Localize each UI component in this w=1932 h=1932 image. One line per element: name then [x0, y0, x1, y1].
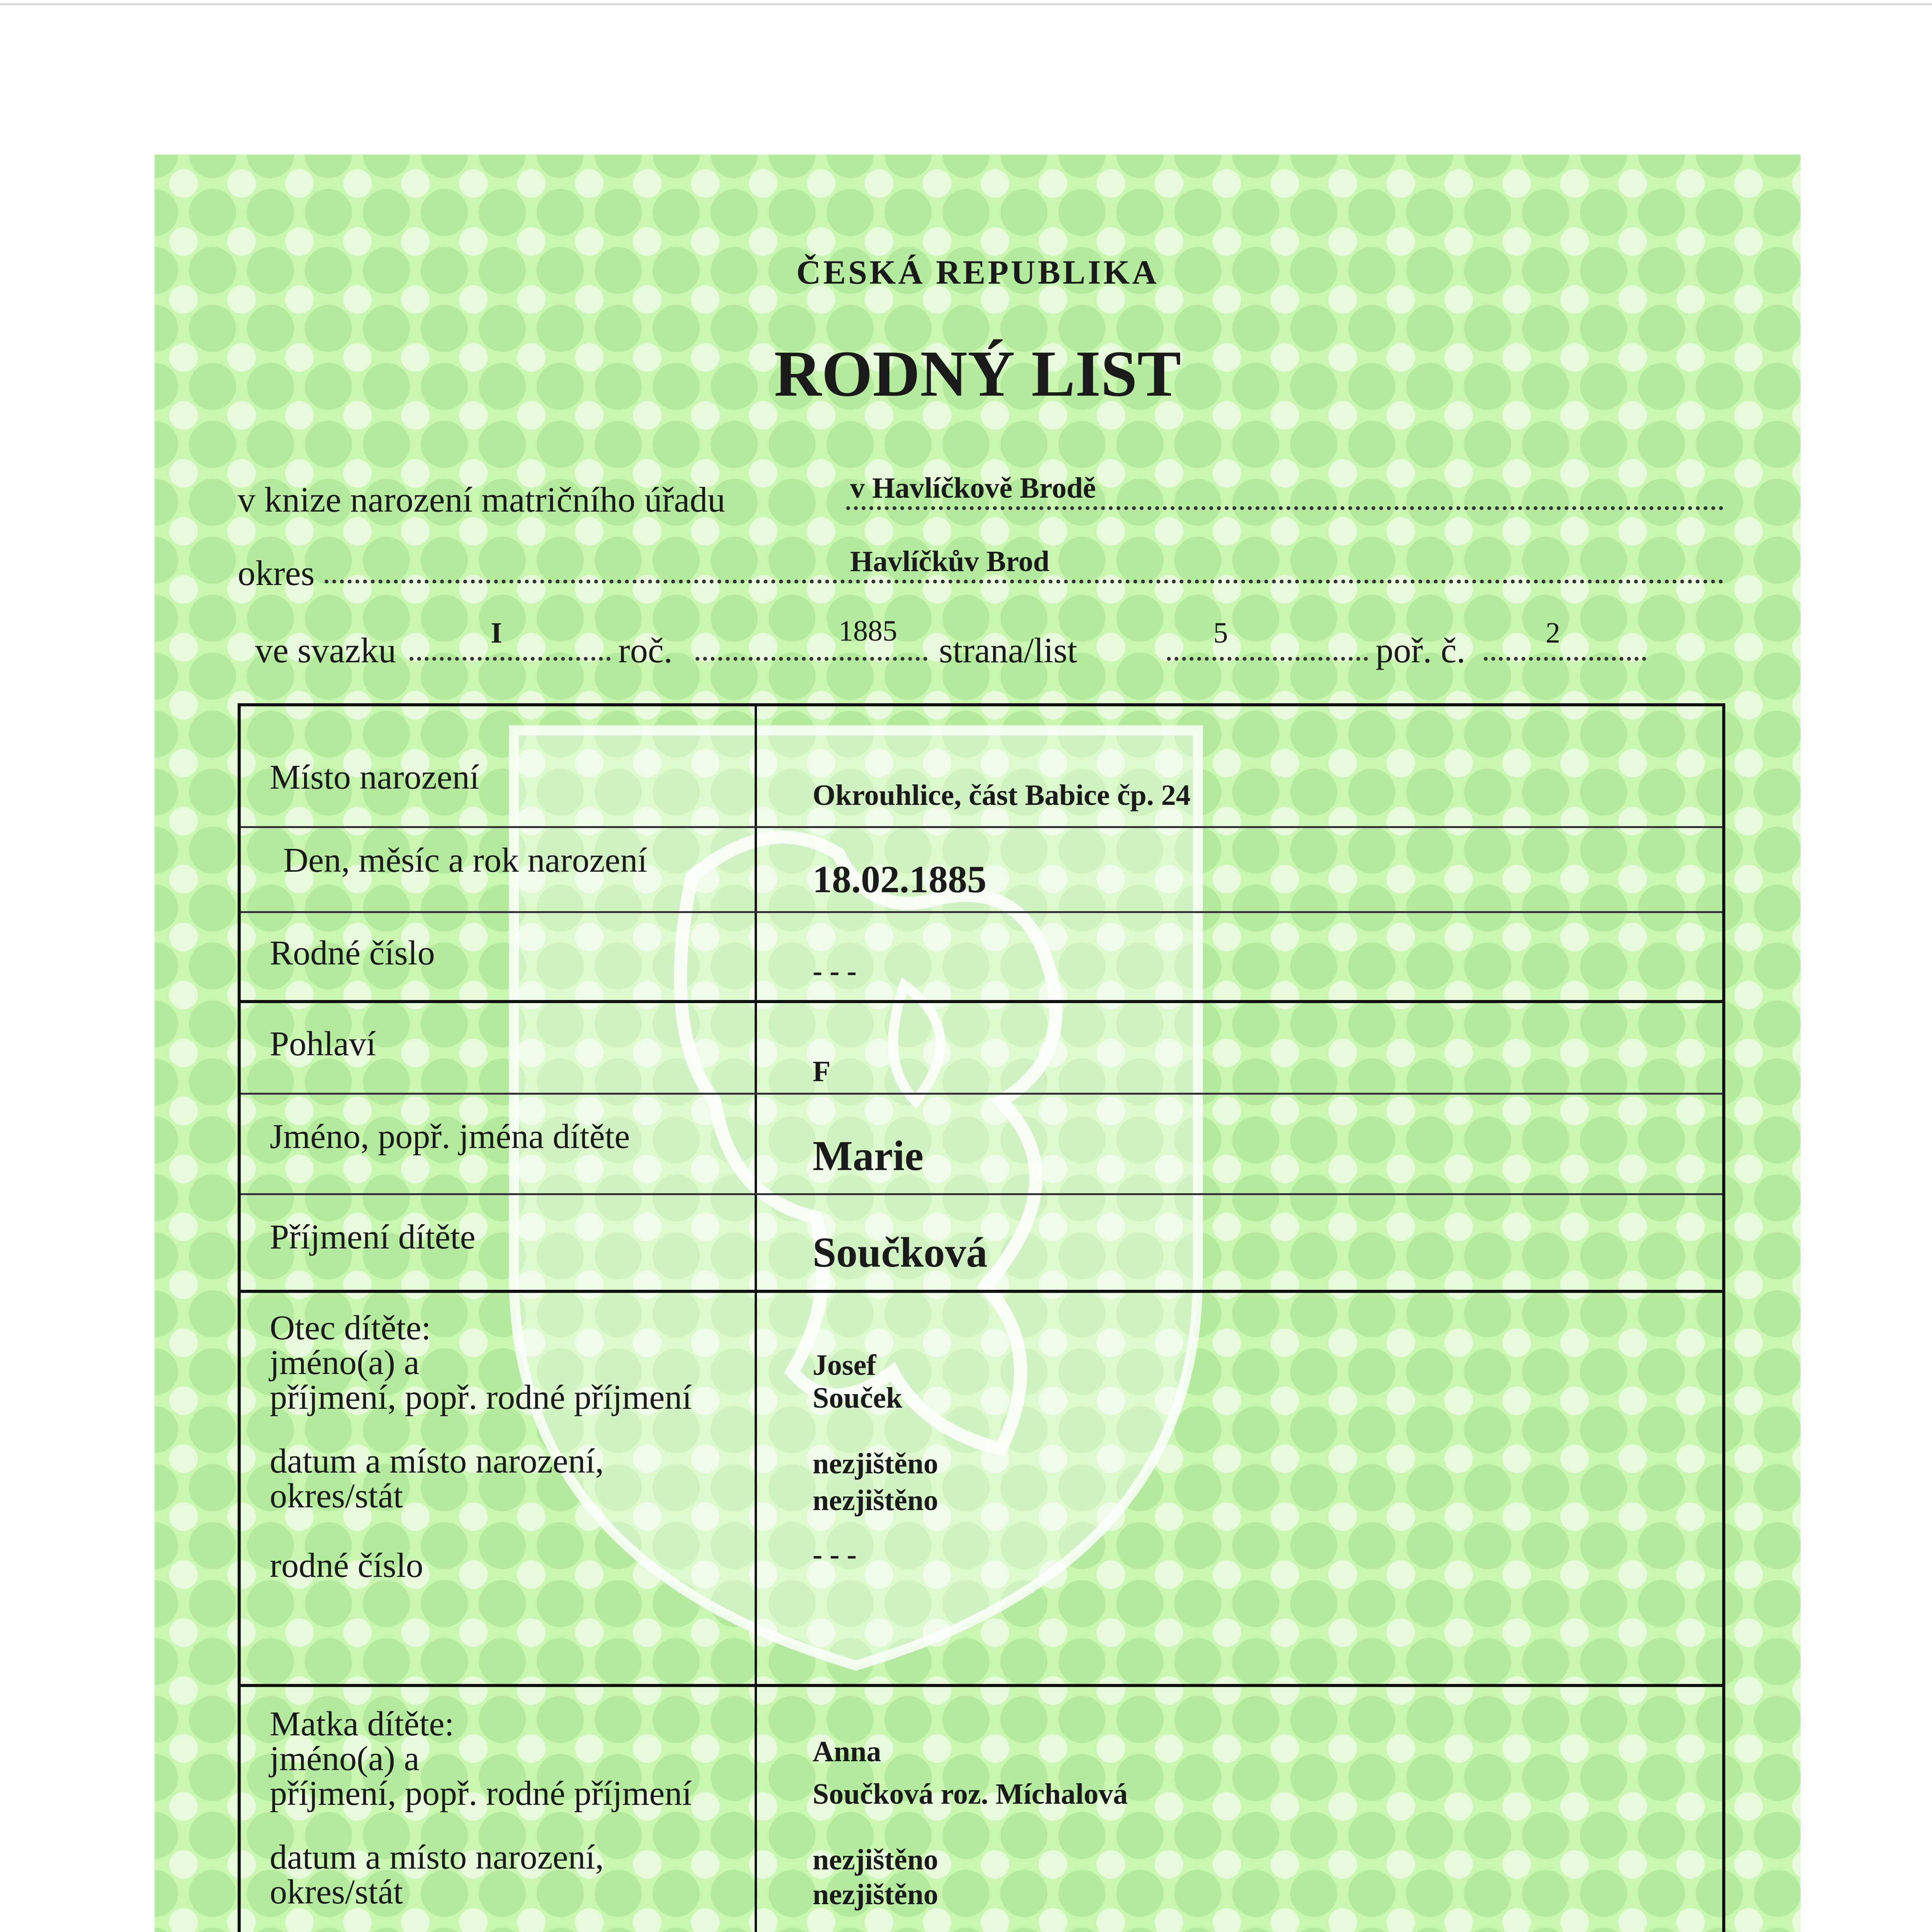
- record-table: [238, 703, 1725, 1932]
- volume-dotted-line: [410, 657, 611, 661]
- father-birth-date: nezjištěno: [813, 1447, 939, 1480]
- first-name-label: Jméno, popř. jména dítěte: [270, 1117, 630, 1156]
- district-value: Havlíčkův Brod: [850, 545, 1049, 578]
- table-row-divider: [241, 1290, 1722, 1293]
- mother-birth-place: nezjištěno: [813, 1878, 939, 1911]
- birthdate-label: Den, měsíc a rok narození: [283, 841, 648, 879]
- father-label-title: Otec dítěte:: [270, 1309, 431, 1347]
- father-label-birth: datum a místo narození,: [270, 1442, 604, 1480]
- order-dotted-line: [1484, 657, 1646, 661]
- birth-certificate-sheet: [155, 155, 1801, 1932]
- birth-number-label: Rodné číslo: [270, 934, 435, 972]
- volume-value: I: [491, 617, 502, 649]
- birth-number-value: - - -: [813, 955, 857, 987]
- table-row-divider: [241, 1093, 1722, 1095]
- mother-label-birth: datum a místo narození,: [270, 1838, 604, 1876]
- order-value: 2: [1546, 617, 1560, 649]
- mother-birth-date: nezjištěno: [813, 1844, 939, 1876]
- surname-value: Součková: [813, 1229, 988, 1276]
- sex-label: Pohlaví: [270, 1025, 376, 1063]
- book-value: v Havlíčkově Brodě: [850, 472, 1096, 504]
- mother-surname: Součková roz. Míchalová: [813, 1778, 1128, 1810]
- father-label-surname: příjmení, popř. rodné příjmení: [270, 1378, 692, 1417]
- table-row-divider: [241, 1193, 1722, 1195]
- father-label-name: jméno(a) a: [270, 1344, 420, 1382]
- father-surname: Souček: [813, 1382, 903, 1414]
- mother-name: Anna: [813, 1735, 881, 1768]
- table-row-divider: [241, 1000, 1722, 1003]
- order-label: poř. č.: [1376, 631, 1466, 670]
- mother-label-district: okres/stát: [270, 1873, 403, 1911]
- birthdate-value: 18.02.1885: [813, 858, 986, 901]
- volume-label: ve svazku: [255, 631, 396, 670]
- mother-label-surname: příjmení, popř. rodné příjmení: [270, 1774, 692, 1813]
- table-row-divider: [241, 1684, 1722, 1687]
- birthplace-label: Místo narození: [270, 758, 480, 796]
- birthplace-value: Okrouhlice, část Babice čp. 24: [813, 779, 1191, 811]
- page-label: strana/list: [939, 631, 1077, 670]
- first-name-value: Marie: [813, 1132, 924, 1179]
- surname-label: Příjmení dítěte: [270, 1218, 476, 1256]
- father-label-birth-number: rodné číslo: [270, 1546, 423, 1585]
- year-value: 1885: [838, 615, 897, 647]
- father-name: Josef: [813, 1349, 876, 1381]
- mother-label-title: Matka dítěte:: [270, 1705, 454, 1743]
- district-dotted-line: [325, 580, 1723, 583]
- father-birth-place: nezjištěno: [813, 1484, 939, 1517]
- document-title: RODNÝ LIST: [774, 337, 1181, 410]
- country-heading: ČESKÁ REPUBLIKA: [796, 254, 1159, 291]
- district-label: okres: [238, 553, 315, 593]
- page-value: 5: [1213, 617, 1228, 649]
- page-dotted-line: [1167, 657, 1368, 661]
- scan-edge: [0, 3, 1932, 5]
- table-column-divider: [755, 706, 757, 1932]
- year-label: roč.: [618, 631, 673, 670]
- book-label: v knize narození matričního úřadu: [238, 480, 725, 519]
- book-dotted-line: [846, 506, 1723, 510]
- mother-label-name: jméno(a) a: [270, 1740, 420, 1778]
- year-dotted-line: [696, 657, 927, 661]
- table-row-divider: [241, 826, 1722, 828]
- father-birth-number: - - -: [813, 1538, 857, 1571]
- sex-value: F: [813, 1055, 831, 1088]
- father-label-district: okres/stát: [270, 1477, 403, 1515]
- table-row-divider: [241, 911, 1722, 913]
